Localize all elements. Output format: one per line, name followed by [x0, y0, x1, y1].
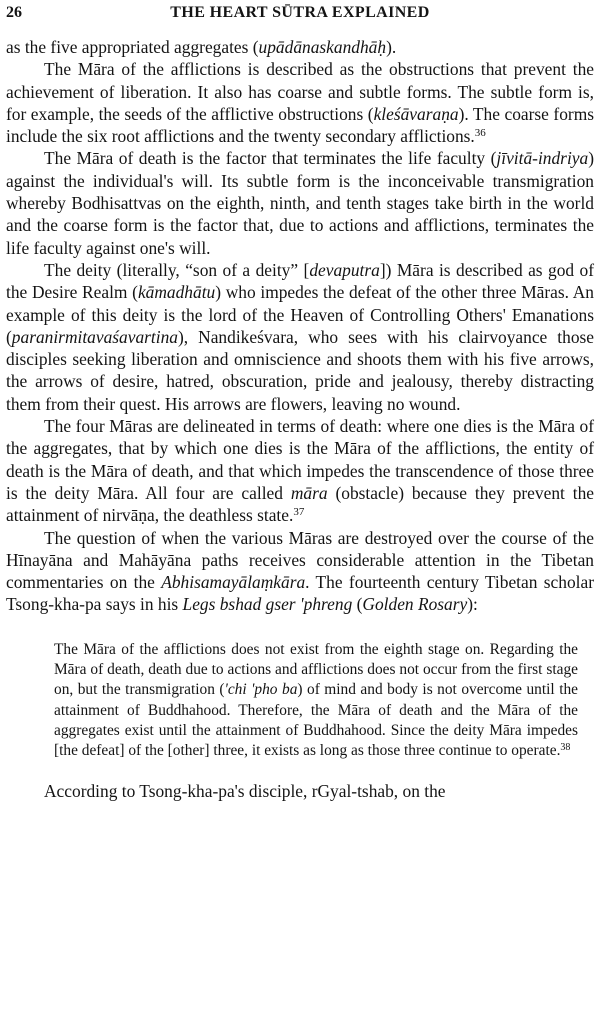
paragraph-mara-afflictions: The Māra of the afflictions is described as the obstructions that prevent the achievement of liberation. It also has coarse and subtle forms. The subtle form is, for example, the seeds of the afflictive obstructions (kleśāvaraṇa). The coarse forms include the six root afflictions and the twenty secondary afflictions.$^{36}$	[6, 59, 594, 147]
body-text	[6, 36, 594, 616]
sanskrit-term: jīvitā-indriya	[496, 148, 589, 169]
text-title: Abhisamayālaṃkāra	[161, 572, 306, 593]
sanskrit-term: māra	[290, 482, 328, 503]
paragraph-four-maras: The four Māras are delineated in terms of death: where one dies is the Māra of the aggregates, that by which one dies is the Māra of the afflictions, the entity of death is the Māra of death, and that which impedes the transcendence of those three is the deity Māra. All four are called māra (obstacle) because they prevent the attainment of nirvāṇa, the deathless state.$^{37}$	[6, 416, 594, 526]
sanskrit-term: kleśāvaraṇa	[373, 103, 459, 124]
tibetan-term: 'chi 'pho ba	[224, 681, 298, 699]
paragraph-deity-mara: The deity (literally, “son of a deity” [devaputra]) Māra is described as god of the Desire Realm (kāmadhātu) who impedes the defeat of the other three Māras. An example of this deity is the lord of the Heaven of Controlling Others' Emanations (paranirmitavaśavartina), Nandikeśvara, who sees with his clairvoyance those disciples seeking liberation and omniscience and shoots them with his five arrows, the arrows of desire, hatred, obscuration, pride and jealousy, thereby distracting them from their quest. His arrows are flowers, leaving no wound.	[6, 259, 594, 414]
paragraph-mara-death: The Māra of death is the factor that terminates the life faculty (jīvitā-indriya) against the individual's will. Its subtle form is the inconceivable transmigration whereby Bodhisattvas on the eighth, ninth, and tenth stages take birth in the world and the coarse form is the factor that, due to actions and afflictions, terminates the life faculty against one's will.	[6, 148, 594, 258]
sanskrit-term: upādānaskandhāḥ	[258, 37, 387, 57]
running-header	[6, 4, 594, 30]
text-title: Legs bshad gser 'phreng	[182, 594, 353, 615]
running-title: THE HEART SŪTRA EXPLAINED	[170, 4, 430, 21]
block-quote: The Māra of the afflictions does not exist from the eighth stage on. Regarding the Māra of death, death due to actions and afflictions does not occur from the first stage on, but the transmigration ('chi 'pho ba) of mind and body is not overcome until the attainment of Buddhahood. Therefore, the Māra of death and the Māra of the aggregates exist until the attainment of Buddhahood. Since the deity Māra impedes [the defeat] of the [other] three, it exists as long as those three continue to operate.$^{38}$	[54, 640, 578, 760]
footnote-ref: 38	[560, 742, 571, 754]
footnote-ref: 36	[474, 127, 486, 140]
sanskrit-term: paranirmitavaśavartina	[11, 326, 178, 347]
paragraph-continuation: as the five appropriated aggregates (upādānaskandhāḥ).	[6, 37, 397, 57]
footnote-ref: 37	[293, 506, 305, 519]
page-number: 26	[6, 4, 22, 21]
text-title: Golden Rosary	[362, 594, 468, 615]
sanskrit-term: kāmadhātu	[137, 282, 216, 303]
paragraph-question: The question of when the various Māras are destroyed over the course of the Hīnayāna and Mahāyāna paths receives considerable attention in the Tibetan commentaries on the Abhisamayālaṃkāra. The fourteenth century Tibetan scholar Tsong-kha-pa says in his Legs bshad gser 'phreng (Golden Rosary):	[6, 527, 594, 615]
paragraph-closing: According to Tsong-kha-pa's disciple, rGyal-tshab, on the	[44, 780, 446, 801]
sanskrit-term: devaputra	[309, 259, 380, 280]
